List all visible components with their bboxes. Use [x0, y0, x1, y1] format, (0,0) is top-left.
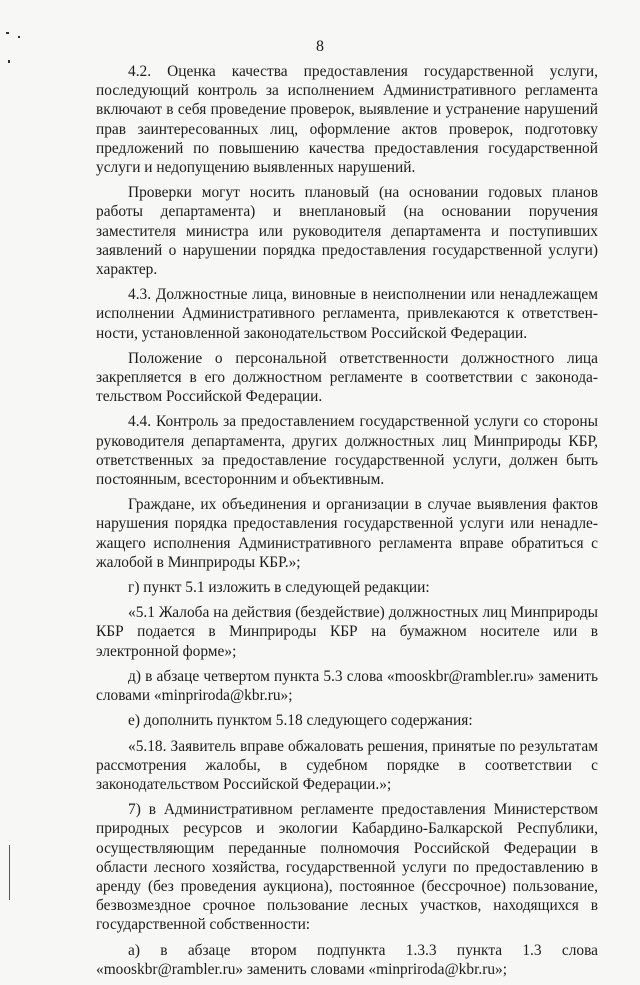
paragraph-4-3: 4.3. Должностные лица, виновные в неисполнении или ненадлежащем исполнении Административного регламента, привлекаются к ответственности, установленной законодательством Российской Федерации.: [96, 286, 598, 342]
paragraph-4-4: 4.4. Контроль за предоставлением государственной услуги со стороны руководителя департамента, других должностных лиц Минприроды КБР, ответственных за предоставление государственной услуги, должен быть постоянным, всесторонним и объективным.: [96, 413, 598, 489]
paragraph-4-2: 4.2. Оценка качества предоставления государственной услуги, последующий контроль за исполнением Административного регламента включают в себя проведение проверок, выявление и устранение нарушений прав заинтересованных лиц, оформление актов проверок, подготовку предложений по повышению качества предоставления государственной услуги и недопущению выявленных нарушений.: [96, 63, 598, 177]
paragraph-7: 7) в Административном регламенте предоставления Министерством природных ресурсов и экологии Кабардино-Балкарской Республики, осуществляющим переданные полномочия Российской Федерации в области лесного хозяйства, государственной услуги по предоставлению в аренду (без проведения аукциона), постоянное (бессрочное) пользование, безвозмездное срочное пользование лесных участков, находящихся в государственной собственности:: [96, 801, 598, 934]
paragraph-5-18: «5.18. Заявитель вправе обжаловать решения, принятые по результатам рассмотрения жалобы, в судебном порядке в соответствии с законодательством Российской Федерации.»;: [96, 737, 598, 793]
paragraph-d: д) в абзаце четвертом пункта 5.3 слова «mooskbr@rambler.ru» заменить словами «minpriroda@kbr.ru»;: [96, 667, 598, 705]
paragraph-citizens: Граждане, их объединения и организации в случае выявления фактов нарушения порядка предоставления государственной услуги или ненадлежащего исполнения Административного регламента вправе обратиться с жалобой в Минприроды КБР.»;: [96, 496, 598, 571]
scan-speck: [6, 32, 9, 34]
document-body: [96, 62, 598, 985]
paragraph-e: е) дополнить пунктом 5.18 следующего содержания:: [128, 712, 473, 730]
scan-edge-line: [9, 845, 10, 900]
paragraph-inspections: Проверки могут носить плановый (на основании годовых планов работы департамента) и внеплановый (на основании поручения заместителя министра или руководителя департамента и поступивших заявлений о нарушении порядка предоставления государственной услуги) характер.: [96, 184, 598, 279]
paragraph-g: г) пункт 5.1 изложить в следующей редакции:: [128, 579, 430, 597]
paragraph-a: а) в абзаце втором подпункта 1.3.3 пункта 1.3 слова «mooskbr@rambler.ru» заменить словами «minpriroda@kbr.ru»;: [96, 941, 598, 978]
paragraph-personal-responsibility: Положение о персональной ответственности должностного лица закрепляется в его должностном регламенте в соответствии с законодательством Российской Федерации.: [96, 349, 598, 406]
scan-speck: [8, 60, 10, 63]
paragraph-5-1: «5.1 Жалоба на действия (бездействие) должностных лиц Минприроды КБР подается в Минприроды КБР на бумажном носителе или в электронной форме»;: [96, 604, 598, 660]
page-number: 8: [316, 38, 324, 55]
